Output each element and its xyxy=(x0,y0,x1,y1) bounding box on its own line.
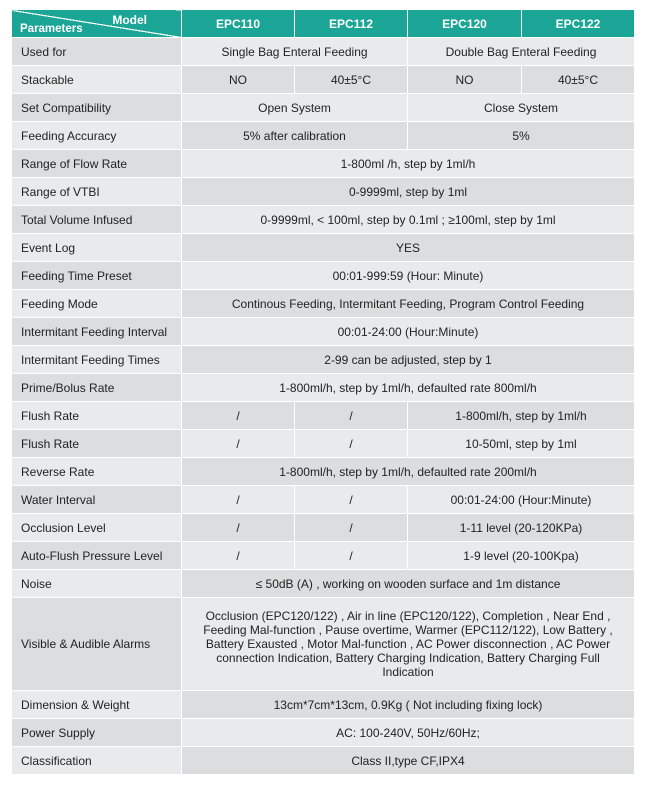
row-auto-flush-pressure xyxy=(12,542,635,570)
cell-value: NO xyxy=(408,66,522,94)
row-label: Classification xyxy=(12,747,182,775)
row-feeding-time-preset xyxy=(12,262,635,290)
cell-value: NO xyxy=(182,66,295,94)
model-epc120-header: EPC120 xyxy=(408,10,522,38)
cell-value: Continous Feeding, Intermitant Feeding, Program Control Feeding xyxy=(182,290,635,318)
row-label: Feeding Accuracy xyxy=(12,122,182,150)
row-label: Set Compatibility xyxy=(12,94,182,122)
cell-value: 1-11 level (20-120KPa) xyxy=(408,514,635,542)
row-water-interval xyxy=(12,486,635,514)
row-classification xyxy=(12,747,635,775)
cell-value: 5% after calibration xyxy=(182,122,408,150)
row-label: Stackable xyxy=(12,66,182,94)
row-total-volume xyxy=(12,206,635,234)
row-noise xyxy=(12,570,635,598)
row-event-log xyxy=(12,234,635,262)
cell-value: / xyxy=(295,514,408,542)
cell-value: Open System xyxy=(182,94,408,122)
row-reverse-rate xyxy=(12,458,635,486)
cell-value: 1-800ml/h, step by 1ml/h xyxy=(408,402,635,430)
cell-value: 13cm*7cm*13cm, 0.9Kg ( Not including fixing lock) xyxy=(182,691,635,719)
spec-table-container xyxy=(11,9,634,775)
model-epc122-header: EPC122 xyxy=(522,10,635,38)
row-label: Total Volume Infused xyxy=(12,206,182,234)
row-label: Feeding Time Preset xyxy=(12,262,182,290)
cell-value: AC: 100-240V, 50Hz/60Hz; xyxy=(182,719,635,747)
row-label: Prime/Bolus Rate xyxy=(12,374,182,402)
row-feeding-mode xyxy=(12,290,635,318)
model-heading: Model xyxy=(112,13,147,27)
cell-value: YES xyxy=(182,234,635,262)
cell-value: / xyxy=(182,486,295,514)
row-alarms xyxy=(12,598,635,691)
row-prime-bolus-rate xyxy=(12,374,635,402)
row-label: Flush Rate xyxy=(12,430,182,458)
cell-value: 10-50ml, step by 1ml xyxy=(408,430,635,458)
cell-value: 5% xyxy=(408,122,635,150)
row-label: Used for xyxy=(12,38,182,66)
cell-value: Class II,type CF,IPX4 xyxy=(182,747,635,775)
cell-value: / xyxy=(295,430,408,458)
cell-value: Single Bag Enteral Feeding xyxy=(182,38,408,66)
cell-value: Double Bag Enteral Feeding xyxy=(408,38,635,66)
cell-value: 00:01-24:00 (Hour:Minute) xyxy=(408,486,635,514)
row-set-compatibility xyxy=(12,94,635,122)
row-occlusion-level xyxy=(12,514,635,542)
spec-table xyxy=(11,9,635,775)
row-label: Feeding Mode xyxy=(12,290,182,318)
row-label: Flush Rate xyxy=(12,402,182,430)
row-label: Range of Flow Rate xyxy=(12,150,182,178)
cell-value: Occlusion (EPC120/122) , Air in line (EPC120/122), Completion , Near End , Feeding Mal-function , Pause overtime, Warmer (EPC112/122), Low Battery , Battery Exausted , Motor Mal-function , AC Power disconnection , AC Power connection Indication, Battery Charging Indication, Battery Charging Full Indication xyxy=(182,598,635,691)
row-power-supply xyxy=(12,719,635,747)
cell-value: / xyxy=(182,402,295,430)
cell-value: 40±5°C xyxy=(295,66,408,94)
cell-value: 00:01-24:00 (Hour:Minute) xyxy=(182,318,635,346)
cell-value: Close System xyxy=(408,94,635,122)
row-intermitant-times xyxy=(12,346,635,374)
row-label: Power Supply xyxy=(12,719,182,747)
row-vtbi xyxy=(12,178,635,206)
cell-value: / xyxy=(295,402,408,430)
cell-value: 0-9999ml, < 100ml, step by 0.1ml ; ≥100ml, step by 1ml xyxy=(182,206,635,234)
cell-value: / xyxy=(295,486,408,514)
model-epc110-header: EPC110 xyxy=(182,10,295,38)
cell-value: 0-9999ml, step by 1ml xyxy=(182,178,635,206)
row-label: Noise xyxy=(12,570,182,598)
row-stackable xyxy=(12,66,635,94)
cell-value: ≤ 50dB (A) , working on wooden surface and 1m distance xyxy=(182,570,635,598)
parameters-heading: Parameters xyxy=(20,23,83,35)
row-label: Water Interval xyxy=(12,486,182,514)
row-intermitant-interval xyxy=(12,318,635,346)
row-label: Event Log xyxy=(12,234,182,262)
row-label: Reverse Rate xyxy=(12,458,182,486)
row-dimension-weight xyxy=(12,691,635,719)
cell-value: / xyxy=(182,514,295,542)
cell-value: 1-9 level (20-100Kpa) xyxy=(408,542,635,570)
cell-value: / xyxy=(182,430,295,458)
row-label: Dimension & Weight xyxy=(12,691,182,719)
row-label: Auto-Flush Pressure Level xyxy=(12,542,182,570)
cell-value: 1-800ml/h, step by 1ml/h, defaulted rate 200ml/h xyxy=(182,458,635,486)
corner-header xyxy=(12,10,182,38)
row-label: Range of VTBI xyxy=(12,178,182,206)
model-epc112-header: EPC112 xyxy=(295,10,408,38)
row-label: Intermitant Feeding Times xyxy=(12,346,182,374)
row-flush-rate-2 xyxy=(12,430,635,458)
cell-value: 40±5°C xyxy=(522,66,635,94)
row-label: Occlusion Level xyxy=(12,514,182,542)
cell-value: 00:01-999:59 (Hour: Minute) xyxy=(182,262,635,290)
row-label: Intermitant Feeding Interval xyxy=(12,318,182,346)
row-flush-rate-1 xyxy=(12,402,635,430)
row-label: Visible & Audible Alarms xyxy=(12,598,182,691)
row-used-for xyxy=(12,38,635,66)
cell-value: / xyxy=(295,542,408,570)
cell-value: 1-800ml /h, step by 1ml/h xyxy=(182,150,635,178)
header-row xyxy=(12,10,635,38)
cell-value: 1-800ml/h, step by 1ml/h, defaulted rate 800ml/h xyxy=(182,374,635,402)
row-flow-rate xyxy=(12,150,635,178)
row-feeding-accuracy xyxy=(12,122,635,150)
cell-value: 2-99 can be adjusted, step by 1 xyxy=(182,346,635,374)
cell-value: / xyxy=(182,542,295,570)
